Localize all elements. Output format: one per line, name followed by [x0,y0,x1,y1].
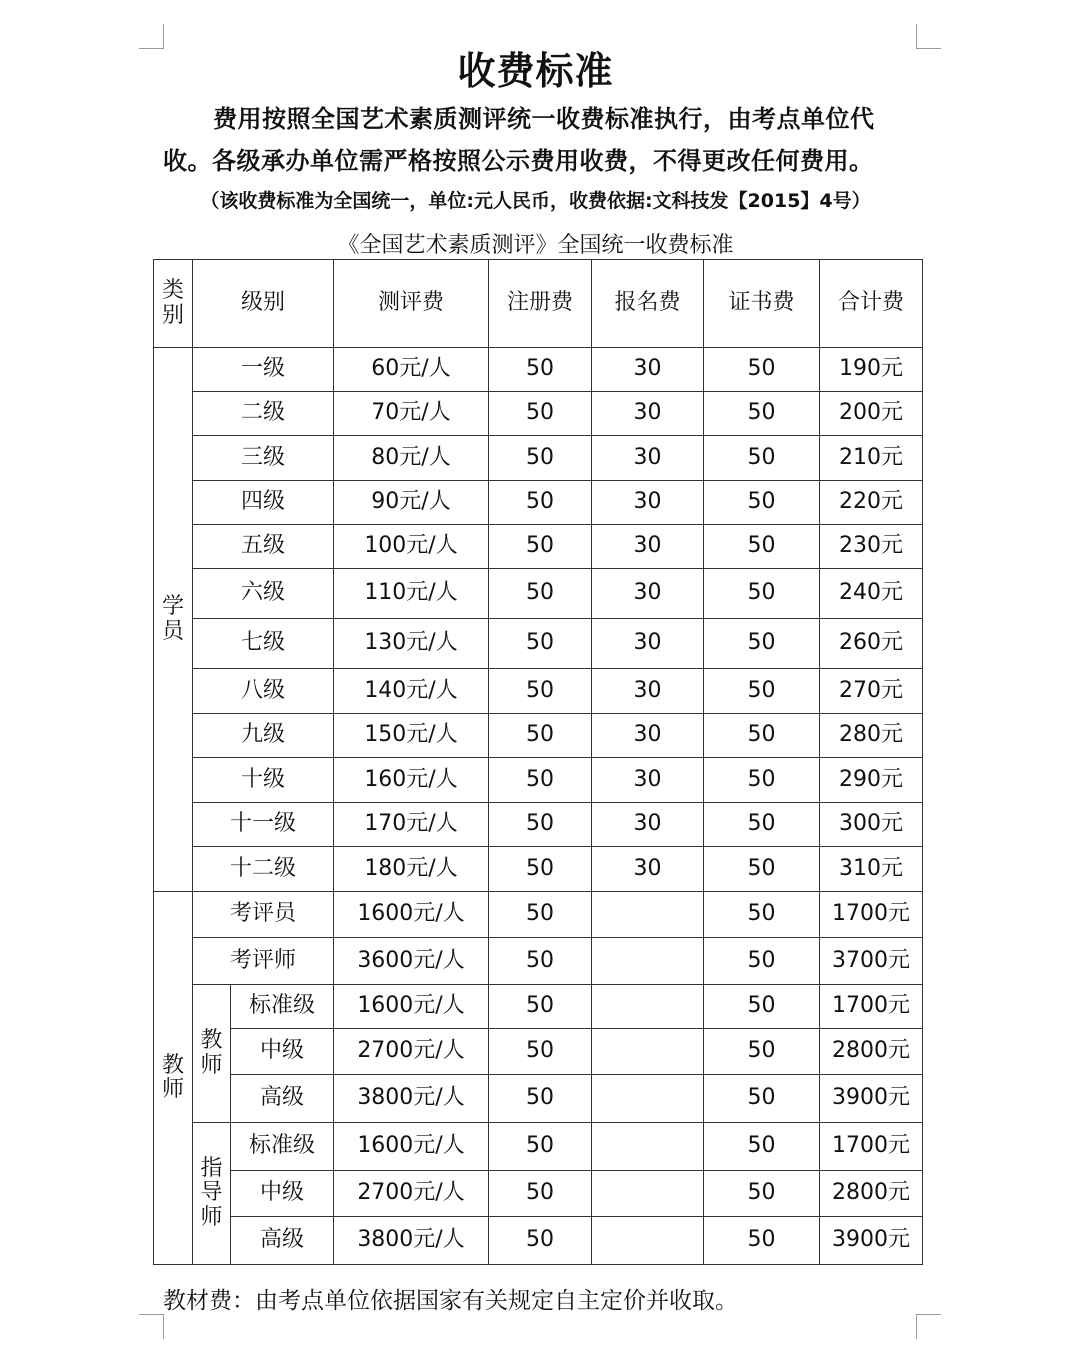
assessment-fee-cell: 160元/人 [334,758,489,803]
intro-text: 费用按照全国艺术素质测评统一收费标准执行，由考点单位代收。各级承办单位需严格按照公示费用收费，不得更改任何费用。 [163,105,875,175]
level-cell: 十一级 [193,803,334,847]
registration-fee-cell: 50 [489,758,592,803]
intro-paragraph [163,98,923,182]
fee-note: （该收费标准为全国统一，单位:元人民币，收费依据:文科技发【2015】4号） [200,190,871,212]
signup-fee-cell [592,1123,704,1171]
table-row [154,714,923,758]
level-cell: 中级 [231,1029,334,1075]
table-row [154,569,923,619]
signup-fee-cell: 30 [592,803,704,847]
signup-fee-cell: 30 [592,436,704,481]
table-row [154,525,923,569]
total-fee-cell: 300元 [820,803,923,847]
total-fee-cell: 1700元 [820,892,923,938]
total-fee-cell: 3900元 [820,1075,923,1123]
total-fee-cell: 230元 [820,525,923,569]
certificate-fee-cell: 50 [704,1123,820,1171]
signup-fee-cell: 30 [592,392,704,436]
level-cell: 十二级 [193,847,334,892]
registration-fee-cell: 50 [489,436,592,481]
certificate-fee-cell: 50 [704,892,820,938]
table-row [154,1029,923,1075]
total-fee-cell: 210元 [820,436,923,481]
header-assessment-fee: 测评费 [334,260,489,348]
certificate-fee-cell: 50 [704,348,820,392]
registration-fee-cell: 50 [489,569,592,619]
assessment-fee-cell: 110元/人 [334,569,489,619]
level-cell: 六级 [193,569,334,619]
registration-fee-cell: 50 [489,1171,592,1217]
textbook-fee-note: 教材费：由考点单位依据国家有关规定自主定价并收取。 [163,1288,738,1314]
level-cell: 四级 [193,481,334,525]
total-fee-cell: 2800元 [820,1029,923,1075]
teacher-subgroup-label: 教 师 [193,985,231,1123]
level-cell: 九级 [193,714,334,758]
signup-fee-cell [592,1171,704,1217]
signup-fee-cell: 30 [592,619,704,669]
certificate-fee-cell: 50 [704,481,820,525]
signup-fee-cell [592,1217,704,1265]
table-row [154,481,923,525]
certificate-fee-cell: 50 [704,392,820,436]
registration-fee-cell: 50 [489,985,592,1029]
certificate-fee-cell: 50 [704,525,820,569]
crop-mark-bottom-right [916,1314,941,1339]
certificate-fee-cell: 50 [704,803,820,847]
level-cell: 五级 [193,525,334,569]
signup-fee-cell [592,985,704,1029]
page-title: 收费标准 [457,49,614,93]
certificate-fee-cell: 50 [704,619,820,669]
table-row [154,803,923,847]
level-cell: 一级 [193,348,334,392]
signup-fee-cell: 30 [592,714,704,758]
level-cell: 三级 [193,436,334,481]
total-fee-cell: 290元 [820,758,923,803]
level-cell: 标准级 [231,1123,334,1171]
level-cell: 考评员 [193,892,334,938]
certificate-fee-cell: 50 [704,669,820,714]
assessment-fee-cell: 1600元/人 [334,985,489,1029]
level-cell: 高级 [231,1075,334,1123]
registration-fee-cell: 50 [489,847,592,892]
registration-fee-cell: 50 [489,714,592,758]
table-row [154,758,923,803]
level-cell: 中级 [231,1171,334,1217]
signup-fee-cell: 30 [592,847,704,892]
total-fee-cell: 3700元 [820,938,923,985]
header-signup-fee: 报名费 [592,260,704,348]
registration-fee-cell: 50 [489,481,592,525]
mentor-subgroup-label: 指 导 师 [193,1123,231,1265]
assessment-fee-cell: 150元/人 [334,714,489,758]
signup-fee-cell: 30 [592,569,704,619]
certificate-fee-cell: 50 [704,714,820,758]
total-fee-cell: 2800元 [820,1171,923,1217]
table-row [154,938,923,985]
assessment-fee-cell: 2700元/人 [334,1029,489,1075]
certificate-fee-cell: 50 [704,436,820,481]
registration-fee-cell: 50 [489,1029,592,1075]
level-cell: 八级 [193,669,334,714]
total-fee-cell: 310元 [820,847,923,892]
assessment-fee-cell: 180元/人 [334,847,489,892]
registration-fee-cell: 50 [489,525,592,569]
assessment-fee-cell: 90元/人 [334,481,489,525]
certificate-fee-cell: 50 [704,847,820,892]
level-cell: 标准级 [231,985,334,1029]
total-fee-cell: 1700元 [820,985,923,1029]
signup-fee-cell: 30 [592,758,704,803]
signup-fee-cell [592,1029,704,1075]
assessment-fee-cell: 1600元/人 [334,1123,489,1171]
table-row [154,1075,923,1123]
certificate-fee-cell: 50 [704,985,820,1029]
registration-fee-cell: 50 [489,669,592,714]
registration-fee-cell: 50 [489,619,592,669]
certificate-fee-cell: 50 [704,1029,820,1075]
fee-table [153,259,923,1265]
header-category: 类 别 [154,260,193,348]
assessment-fee-cell: 3600元/人 [334,938,489,985]
certificate-fee-cell: 50 [704,1171,820,1217]
assessment-fee-cell: 170元/人 [334,803,489,847]
level-cell: 考评师 [193,938,334,985]
crop-mark-bottom-left [139,1314,164,1339]
certificate-fee-cell: 50 [704,1075,820,1123]
assessment-fee-cell: 70元/人 [334,392,489,436]
assessment-fee-cell: 2700元/人 [334,1171,489,1217]
assessment-fee-cell: 130元/人 [334,619,489,669]
signup-fee-cell: 30 [592,525,704,569]
header-registration-fee: 注册费 [489,260,592,348]
signup-fee-cell: 30 [592,669,704,714]
total-fee-cell: 190元 [820,348,923,392]
registration-fee-cell: 50 [489,1217,592,1265]
table-row [154,392,923,436]
certificate-fee-cell: 50 [704,1217,820,1265]
assessment-fee-cell: 80元/人 [334,436,489,481]
header-certificate-fee: 证书费 [704,260,820,348]
total-fee-cell: 240元 [820,569,923,619]
teacher-group-label: 教 师 [154,892,193,1265]
table-row [154,985,923,1029]
certificate-fee-cell: 50 [704,758,820,803]
total-fee-cell: 270元 [820,669,923,714]
table-row [154,436,923,481]
table-row [154,1217,923,1265]
total-fee-cell: 220元 [820,481,923,525]
assessment-fee-cell: 3800元/人 [334,1217,489,1265]
assessment-fee-cell: 1600元/人 [334,892,489,938]
table-row [154,348,923,392]
registration-fee-cell: 50 [489,1123,592,1171]
total-fee-cell: 280元 [820,714,923,758]
registration-fee-cell: 50 [489,1075,592,1123]
total-fee-cell: 3900元 [820,1217,923,1265]
total-fee-cell: 200元 [820,392,923,436]
total-fee-cell: 1700元 [820,1123,923,1171]
level-cell: 高级 [231,1217,334,1265]
certificate-fee-cell: 50 [704,569,820,619]
table-row [154,1171,923,1217]
table-caption: 《全国艺术素质测评》全国统一收费标准 [337,233,734,258]
signup-fee-cell: 30 [592,348,704,392]
header-total-fee: 合计费 [820,260,923,348]
header-level: 级别 [193,260,334,348]
table-row [154,1123,923,1171]
assessment-fee-cell: 60元/人 [334,348,489,392]
registration-fee-cell: 50 [489,803,592,847]
student-group-label: 学 员 [154,348,193,892]
registration-fee-cell: 50 [489,938,592,985]
table-row [154,847,923,892]
signup-fee-cell: 30 [592,481,704,525]
table-row [154,619,923,669]
certificate-fee-cell: 50 [704,938,820,985]
table-header-row [154,260,923,348]
level-cell: 十级 [193,758,334,803]
total-fee-cell: 260元 [820,619,923,669]
assessment-fee-cell: 100元/人 [334,525,489,569]
level-cell: 二级 [193,392,334,436]
registration-fee-cell: 50 [489,392,592,436]
table-row [154,892,923,938]
table-row [154,669,923,714]
signup-fee-cell [592,1075,704,1123]
registration-fee-cell: 50 [489,348,592,392]
level-cell: 七级 [193,619,334,669]
signup-fee-cell [592,938,704,985]
signup-fee-cell [592,892,704,938]
assessment-fee-cell: 3800元/人 [334,1075,489,1123]
assessment-fee-cell: 140元/人 [334,669,489,714]
registration-fee-cell: 50 [489,892,592,938]
